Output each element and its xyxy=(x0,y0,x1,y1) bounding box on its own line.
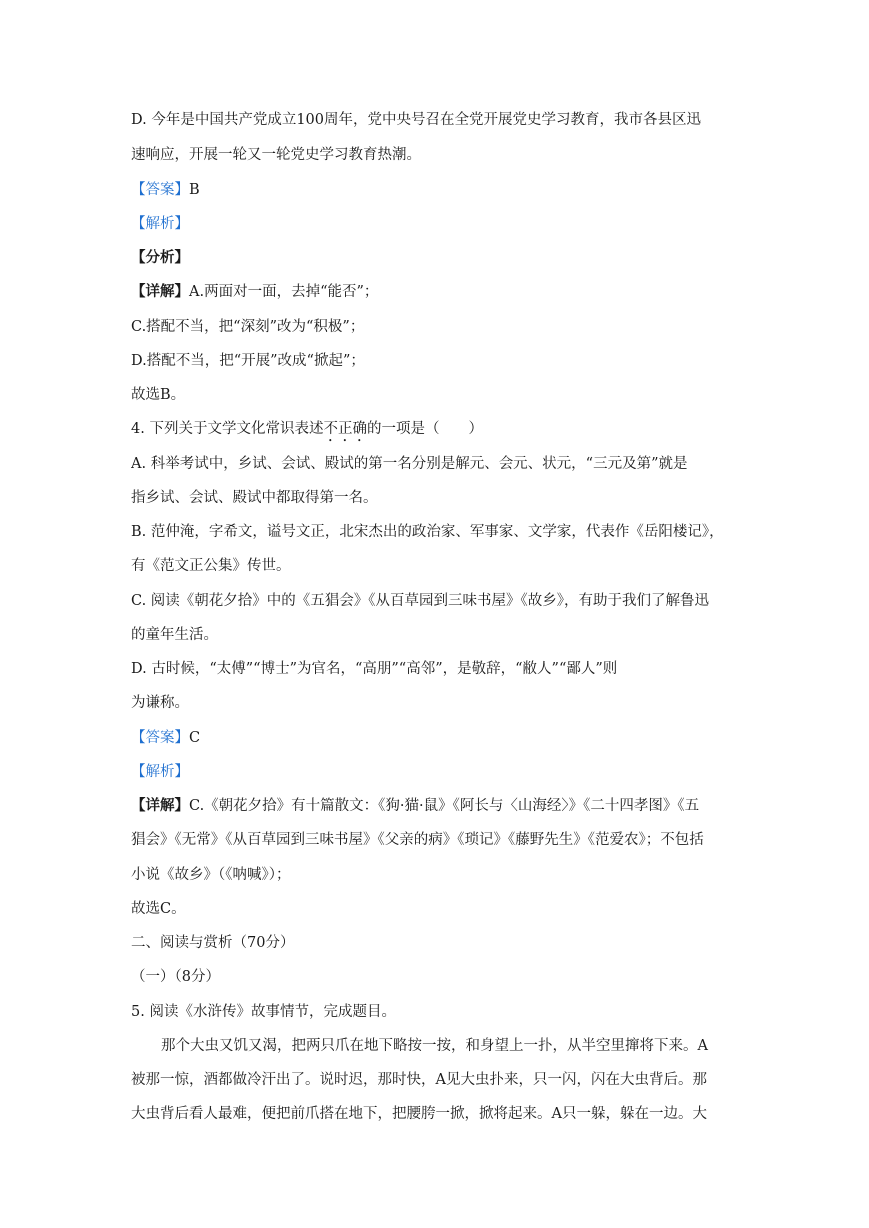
option-d-line-2: 速响应，开展一轮又一轮党史学习教育热潮。 xyxy=(131,147,421,163)
q4-option-a-line-1: A. 科举考试中，乡试、会试、殿试的第一名分别是解元、会元、状元，“三元及第”就是 xyxy=(131,456,688,472)
answer-tag: 【答案】 xyxy=(131,182,189,198)
passage-line-2: 被那一惊，酒都做冷汗出了。说时迟，那时快，A见大虫扑来，只一闪，闪在大虫背后。那 xyxy=(131,1072,707,1088)
question-4-stem xyxy=(131,419,741,445)
q4-answer-tag: 【答案】 xyxy=(131,730,189,746)
q4-stem-part2: 的一项是（ ） xyxy=(366,421,483,437)
choice-conclusion: 故选B。 xyxy=(131,387,186,403)
q4-conclusion: 故选C。 xyxy=(131,901,186,917)
passage-line-3: 大虫背后看人最难，便把前爪搭在地下，把腰胯一掀，掀将起来。A只一躲，躲在一边。大 xyxy=(131,1106,707,1122)
q4-detail-text: C.《朝花夕拾》有十篇散文：《狗·猫·鼠》《阿长与〈山海经〉》《二十四孝图》《五 xyxy=(189,798,700,814)
q4-detail-line-1 xyxy=(131,796,741,816)
q4-option-c-line-2: 的童年生活。 xyxy=(131,627,218,643)
fenxi-heading: 【分析】 xyxy=(131,249,189,266)
option-d-line-1: D. 今年是中国共产党成立100周年，党中央号召在全党开展党史学习教育，我市各县区迅 xyxy=(131,112,701,128)
q4-detail-line-2: 猖会》《无常》《从百草园到三味书屋》《父亲的病》《琐记》《藤野先生》《范爱农》；不包括 xyxy=(131,832,704,848)
q4-option-b-line-2: 有《范文正公集》传世。 xyxy=(131,558,291,574)
q4-option-a-line-2: 指乡试、会试、殿试中都取得第一名。 xyxy=(131,490,378,506)
question-5-stem: 5. 阅读《水浒传》故事情节，完成题目。 xyxy=(131,1004,396,1020)
section-heading: 二、阅读与赏析（70分） xyxy=(131,935,295,951)
q4-answer-line xyxy=(131,728,741,748)
detail-text: A.两面对一面，去掉“能否”； xyxy=(189,284,379,300)
q4-emphasis: 不正确 xyxy=(323,421,367,437)
q4-detail-line-3: 小说《故乡》（《呐喊》）； xyxy=(131,867,291,883)
q4-option-d-line-1: D. 古时候，“太傅”“博士”为官名，“高朋”“高邻”，是敬辞，“敝人”“鄙人”则 xyxy=(131,661,618,677)
answer-value: B xyxy=(189,182,200,198)
subsection-heading: （一）（8分） xyxy=(131,969,220,985)
q4-analysis-tag: 【解析】 xyxy=(131,764,189,780)
detail-c-line: C.搭配不当，把“深刻”改为“积极”； xyxy=(131,319,365,335)
detail-tag: 【详解】 xyxy=(131,283,189,300)
detail-d-line: D.搭配不当，把“开展”改成“掀起”； xyxy=(131,353,365,369)
q4-detail-tag: 【详解】 xyxy=(131,797,189,814)
detail-line xyxy=(131,282,741,302)
q4-option-c-line-1: C. 阅读《朝花夕拾》中的《五猖会》《从百草园到三味书屋》《故乡》，有助于我们了解鲁迅 xyxy=(131,593,710,609)
q4-answer-value: C xyxy=(189,730,201,746)
q4-option-b-line-1: B. 范仲淹，字希文，谥号文正，北宋杰出的政治家、军事家、文学家，代表作《岳阳楼记》， xyxy=(131,524,724,540)
passage-line-1: 那个大虫又饥又渴，把两只爪在地下略按一按，和身望上一扑，从半空里撺将下来。A xyxy=(161,1038,708,1054)
q4-stem-part1: 4. 下列关于文学文化常识表述 xyxy=(131,421,324,437)
analysis-tag: 【解析】 xyxy=(131,216,189,232)
q4-option-d-line-2: 为谦称。 xyxy=(131,695,189,711)
answer-line xyxy=(131,180,741,200)
